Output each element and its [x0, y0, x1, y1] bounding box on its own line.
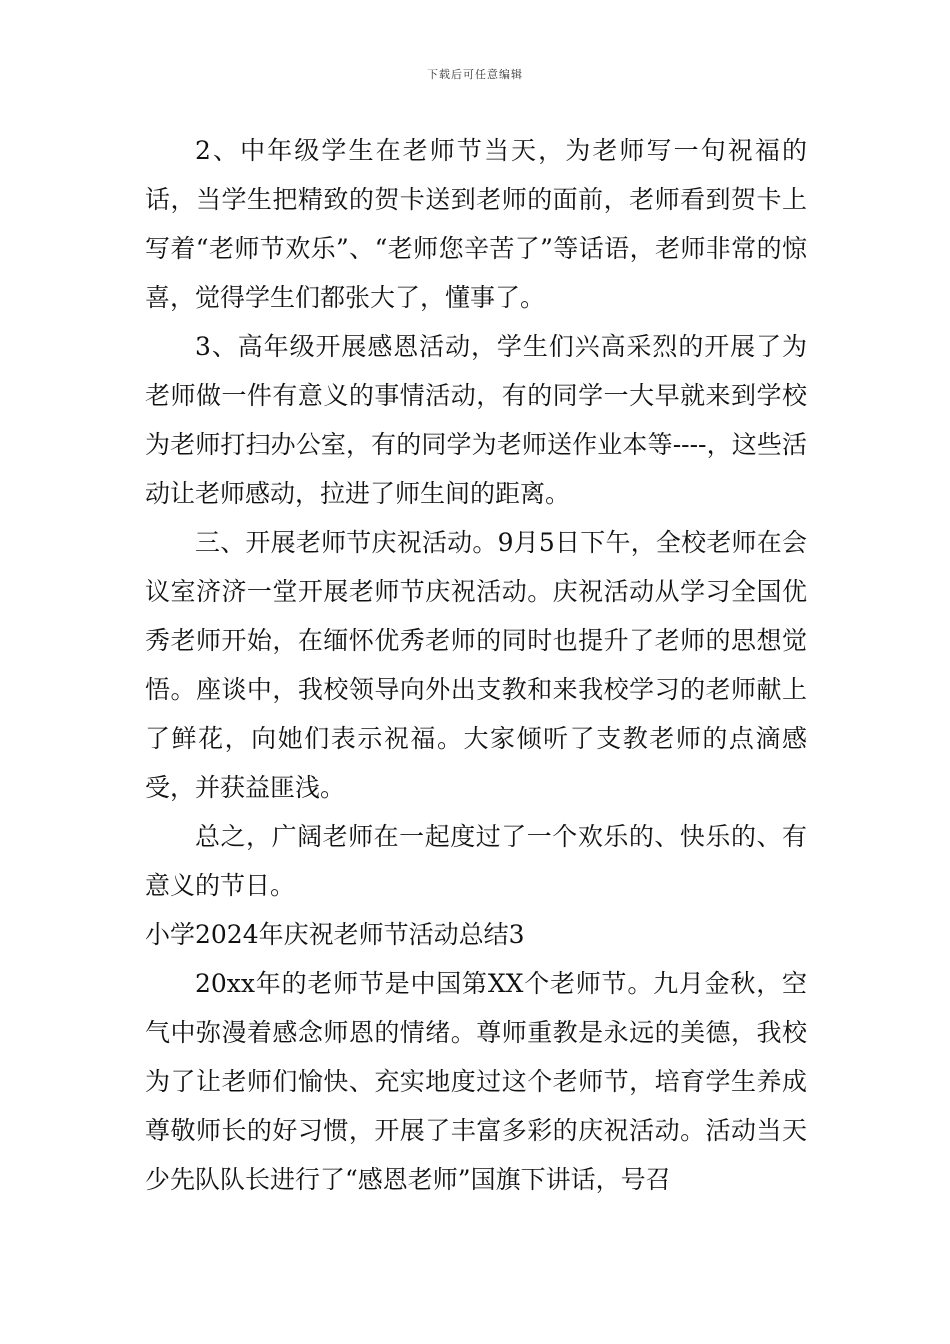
section-title: 小学2024年庆祝老师节活动总结3 — [145, 920, 525, 949]
paragraph-summary: 总之，广阔老师在一起度过了一个欢乐的、快乐的、有意义的节日。 — [145, 822, 807, 900]
document-body — [145, 126, 807, 1204]
paragraph-celebration: 三、开展老师节庆祝活动。9月5日下午，全校老师在会议室济济一堂开展老师节庆祝活动。庆祝活动从学习全国优秀老师开始，在缅怀优秀老师的同时也提升了老师的思想觉悟。座谈中，我校领导向外出支教和来我校学习的老师献上了鲜花，向她们表示祝福。大家倾听了支教老师的点滴感受，并获益匪浅。 — [145, 528, 807, 802]
paragraph-section3-intro: 20xx年的老师节是中国第XX个老师节。九月金秋，空气中弥漫着感念师恩的情绪。尊师重教是永远的美德，我校为了让老师们愉快、充实地度过这个老师节，培育学生养成尊敬师长的好习惯，开展了丰富多彩的庆祝活动。活动当天少先队队长进行了“感恩老师”国旗下讲话，号召 — [145, 969, 807, 1194]
paragraph-middle-grade: 2、中年级学生在老师节当天，为老师写一句祝福的话，当学生把精致的贺卡送到老师的面前，老师看到贺卡上写着“老师节欢乐”、“老师您辛苦了”等话语，老师非常的惊喜，觉得学生们都张大了，懂事了。 — [145, 136, 807, 312]
page-header: 下载后可任意编辑 — [427, 68, 523, 81]
paragraph-upper-grade: 3、高年级开展感恩活动，学生们兴高采烈的开展了为老师做一件有意义的事情活动，有的同学一大早就来到学校为老师打扫办公室，有的同学为老师送作业本等----，这些活动让老师感动，拉进了师生间的距离。 — [145, 332, 807, 508]
